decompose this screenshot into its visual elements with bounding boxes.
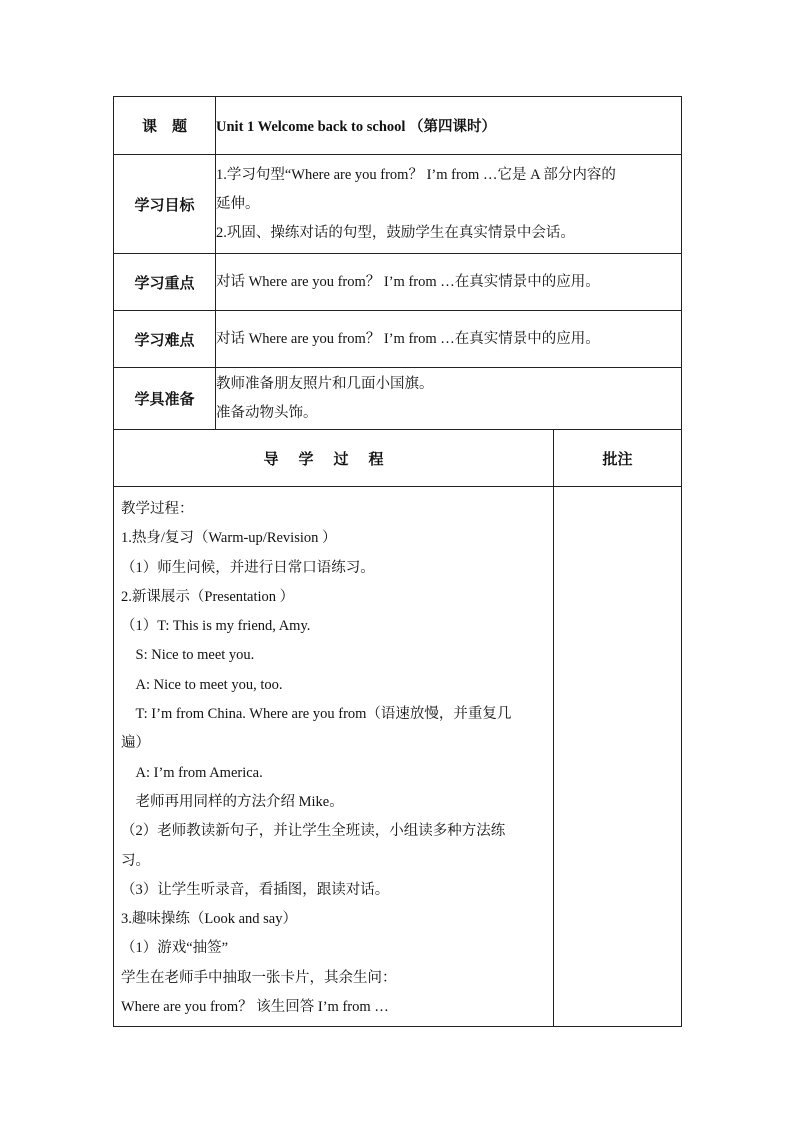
process-line: （3）让学生听录音，看插图，跟读对话。 [121, 881, 390, 898]
process-line: 习。 [121, 852, 150, 869]
difficulties-label: 学习难点 [114, 311, 216, 368]
process-line: 3.趣味操练（Look and say） [121, 911, 297, 928]
objectives-line: 延伸。 [216, 195, 260, 212]
title-row [114, 97, 682, 155]
difficulties-row [114, 311, 682, 368]
process-header-row [114, 430, 682, 487]
process-line: （1）游戏“抽签” [121, 940, 229, 957]
process-line: Where are you from？ 该生回答 I’m from … [121, 999, 389, 1016]
objectives-line: 2.巩固、操练对话的句型，鼓励学生在真实情景中会话。 [216, 224, 575, 241]
difficulties-content: 对话 Where are you from？ I’m from …在真实情景中的应用。 [216, 311, 682, 368]
key-points-row [114, 254, 682, 311]
topic-label: 课 题 [114, 97, 216, 155]
objectives-line: 1.学习句型“Where are you from？ I’m from …它是 A 部分内容的 [216, 166, 616, 183]
process-line: 教学过程： [121, 501, 194, 517]
process-line: A: I’m from America. [121, 764, 263, 781]
materials-label: 学具准备 [114, 368, 216, 430]
process-line: T: I’m from China. Where are you from（语速放慢，并重复几 [121, 706, 512, 723]
key-points-content: 对话 Where are you from？ I’m from …在真实情景中的应用。 [216, 254, 682, 311]
process-line: 2.新课展示（Presentation ） [121, 588, 295, 605]
process-line: 学生在老师手中抽取一张卡片，其余生问： [121, 969, 397, 986]
objectives-content [216, 155, 682, 254]
key-points-label: 学习重点 [114, 254, 216, 311]
materials-content [216, 368, 682, 430]
materials-row [114, 368, 682, 430]
process-line: 遍） [121, 735, 150, 752]
process-line: S: Nice to meet you. [121, 647, 255, 664]
materials-line: 教师准备朋友照片和几面小国旗。 [216, 375, 434, 392]
process-body-row [114, 487, 682, 1027]
notes-column [554, 487, 682, 1027]
process-line: 老师再用同样的方法介绍 Mike。 [121, 793, 344, 810]
process-line: 1.热身/复习（Warm-up/Revision ） [121, 530, 337, 547]
process-content [114, 487, 554, 1027]
process-line: （2）老师教读新句子，并让学生全班读，小组读多种方法练 [121, 823, 506, 840]
objectives-label: 学习目标 [114, 155, 216, 254]
materials-line: 准备动物头饰。 [216, 404, 318, 421]
notes-header: 批注 [554, 430, 682, 487]
process-header: 导学过程 [114, 430, 554, 487]
lesson-title: Unit 1 Welcome back to school （第四课时） [216, 97, 682, 155]
objectives-row [114, 155, 682, 254]
process-line: （1）T: This is my friend, Amy. [121, 618, 311, 635]
process-line: A: Nice to meet you, too. [121, 676, 283, 693]
process-line: （1）师生问候，并进行日常口语练习。 [121, 559, 375, 576]
lesson-plan-table [113, 96, 682, 1027]
